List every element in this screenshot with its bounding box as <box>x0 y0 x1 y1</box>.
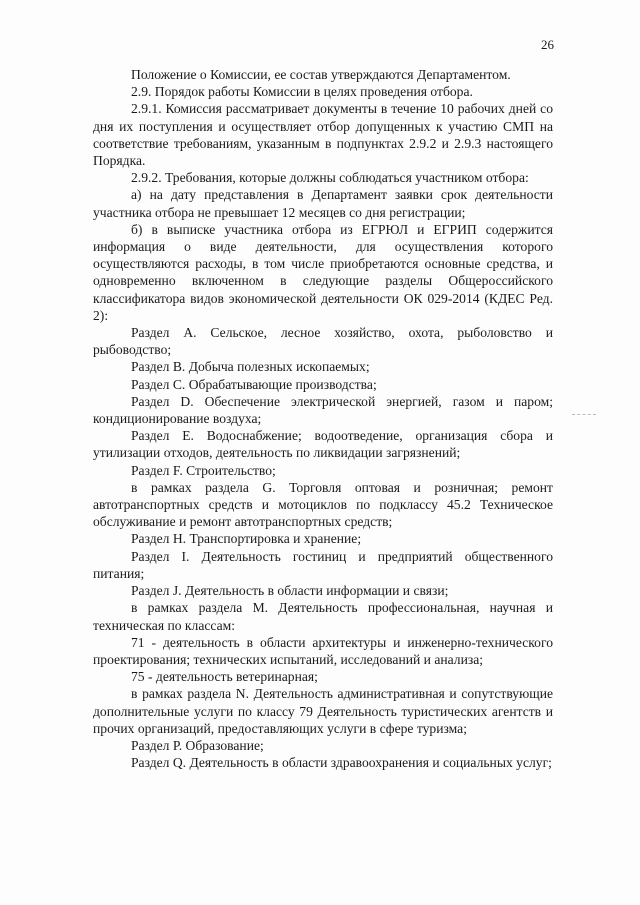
section-d: Раздел D. Обеспечение электрической энергией, газом и паром; кондиционирование воздуха; <box>93 393 553 427</box>
document-body <box>93 66 553 771</box>
section-c: Раздел С. Обрабатывающие производства; <box>131 376 377 392</box>
section-b: Раздел В. Добыча полезных ископаемых; <box>131 359 370 375</box>
paragraph-2-9: 2.9. Порядок работы Комиссии в целях проведения отбора. <box>131 84 473 100</box>
paragraph-2-9-2: 2.9.2. Требования, которые должны соблюдаться участником отбора: <box>131 170 529 186</box>
class-75: 75 - деятельность ветеринарная; <box>131 669 318 685</box>
section-h: Раздел Н. Транспортировка и хранение; <box>131 531 362 547</box>
paragraph-2-9-1: 2.9.1. Комиссия рассматривает документы в течение 10 рабочих дней со дня их поступления и осуществляет отбор допущенных к участию СМП на соответствие требованиям, указанным в подпунктах 2.9.2 и 2.9.3 настоящего Порядка. <box>93 101 553 169</box>
section-q: Раздел Q. Деятельность в области здравоохранения и социальных услуг; <box>131 755 552 771</box>
scan-margin-mark <box>572 414 596 415</box>
section-j: Раздел J. Деятельность в области информации и связи; <box>131 583 449 599</box>
class-71: 71 - деятельность в области архитектуры и инженерно-технического проектирования; технических испытаний, исследований и анализа; <box>93 634 553 667</box>
page-number: 26 <box>541 37 554 52</box>
section-p: Раздел Р. Образование; <box>131 737 264 753</box>
paragraph-item-b: б) в выписке участника отбора из ЕГРЮЛ и ЕГРИП содержится информация о виде деятельности, для осуществления которого осуществляются расходы, в том числе приобретаются основные средства, и одновременно включенном в следующие разделы Общероссийского классификатора видов экономической деятельности ОК 029-2014 (КДЕС Ред. 2): <box>93 221 553 323</box>
section-f: Раздел F. Строительство; <box>131 462 276 478</box>
section-a: Раздел А. Сельское, лесное хозяйство, охота, рыболовство и рыбоводство; <box>93 325 553 358</box>
section-n: в рамках раздела N. Деятельность административная и сопутствующие дополнительные услуги по классу 79 Деятельность туристических агентств и прочих организаций, предоставляющих услуги в сфере туризма; <box>93 686 553 736</box>
section-m: в рамках раздела М. Деятельность профессиональная, научная и техническая по классам: <box>93 600 553 633</box>
paragraph-item-a: а) на дату представления в Департамент заявки срок деятельности участника отбора не превышает 12 месяцев со дня регистрации; <box>93 187 553 220</box>
section-g: в рамках раздела G. Торговля оптовая и розничная; ремонт автотранспортных средств и мотоциклов по подклассу 45.2 Техническое обслуживание и ремонт автотранспортных средств; <box>93 479 553 530</box>
section-i: Раздел I. Деятельность гостиниц и предприятий общественного питания; <box>93 548 553 581</box>
paragraph-commission-regulation: Положение о Комиссии, ее состав утверждаются Департаментом. <box>131 67 511 82</box>
section-e: Раздел Е. Водоснабжение; водоотведение, организация сбора и утилизации отходов, деятельность по ликвидации загрязнений; <box>93 428 553 461</box>
